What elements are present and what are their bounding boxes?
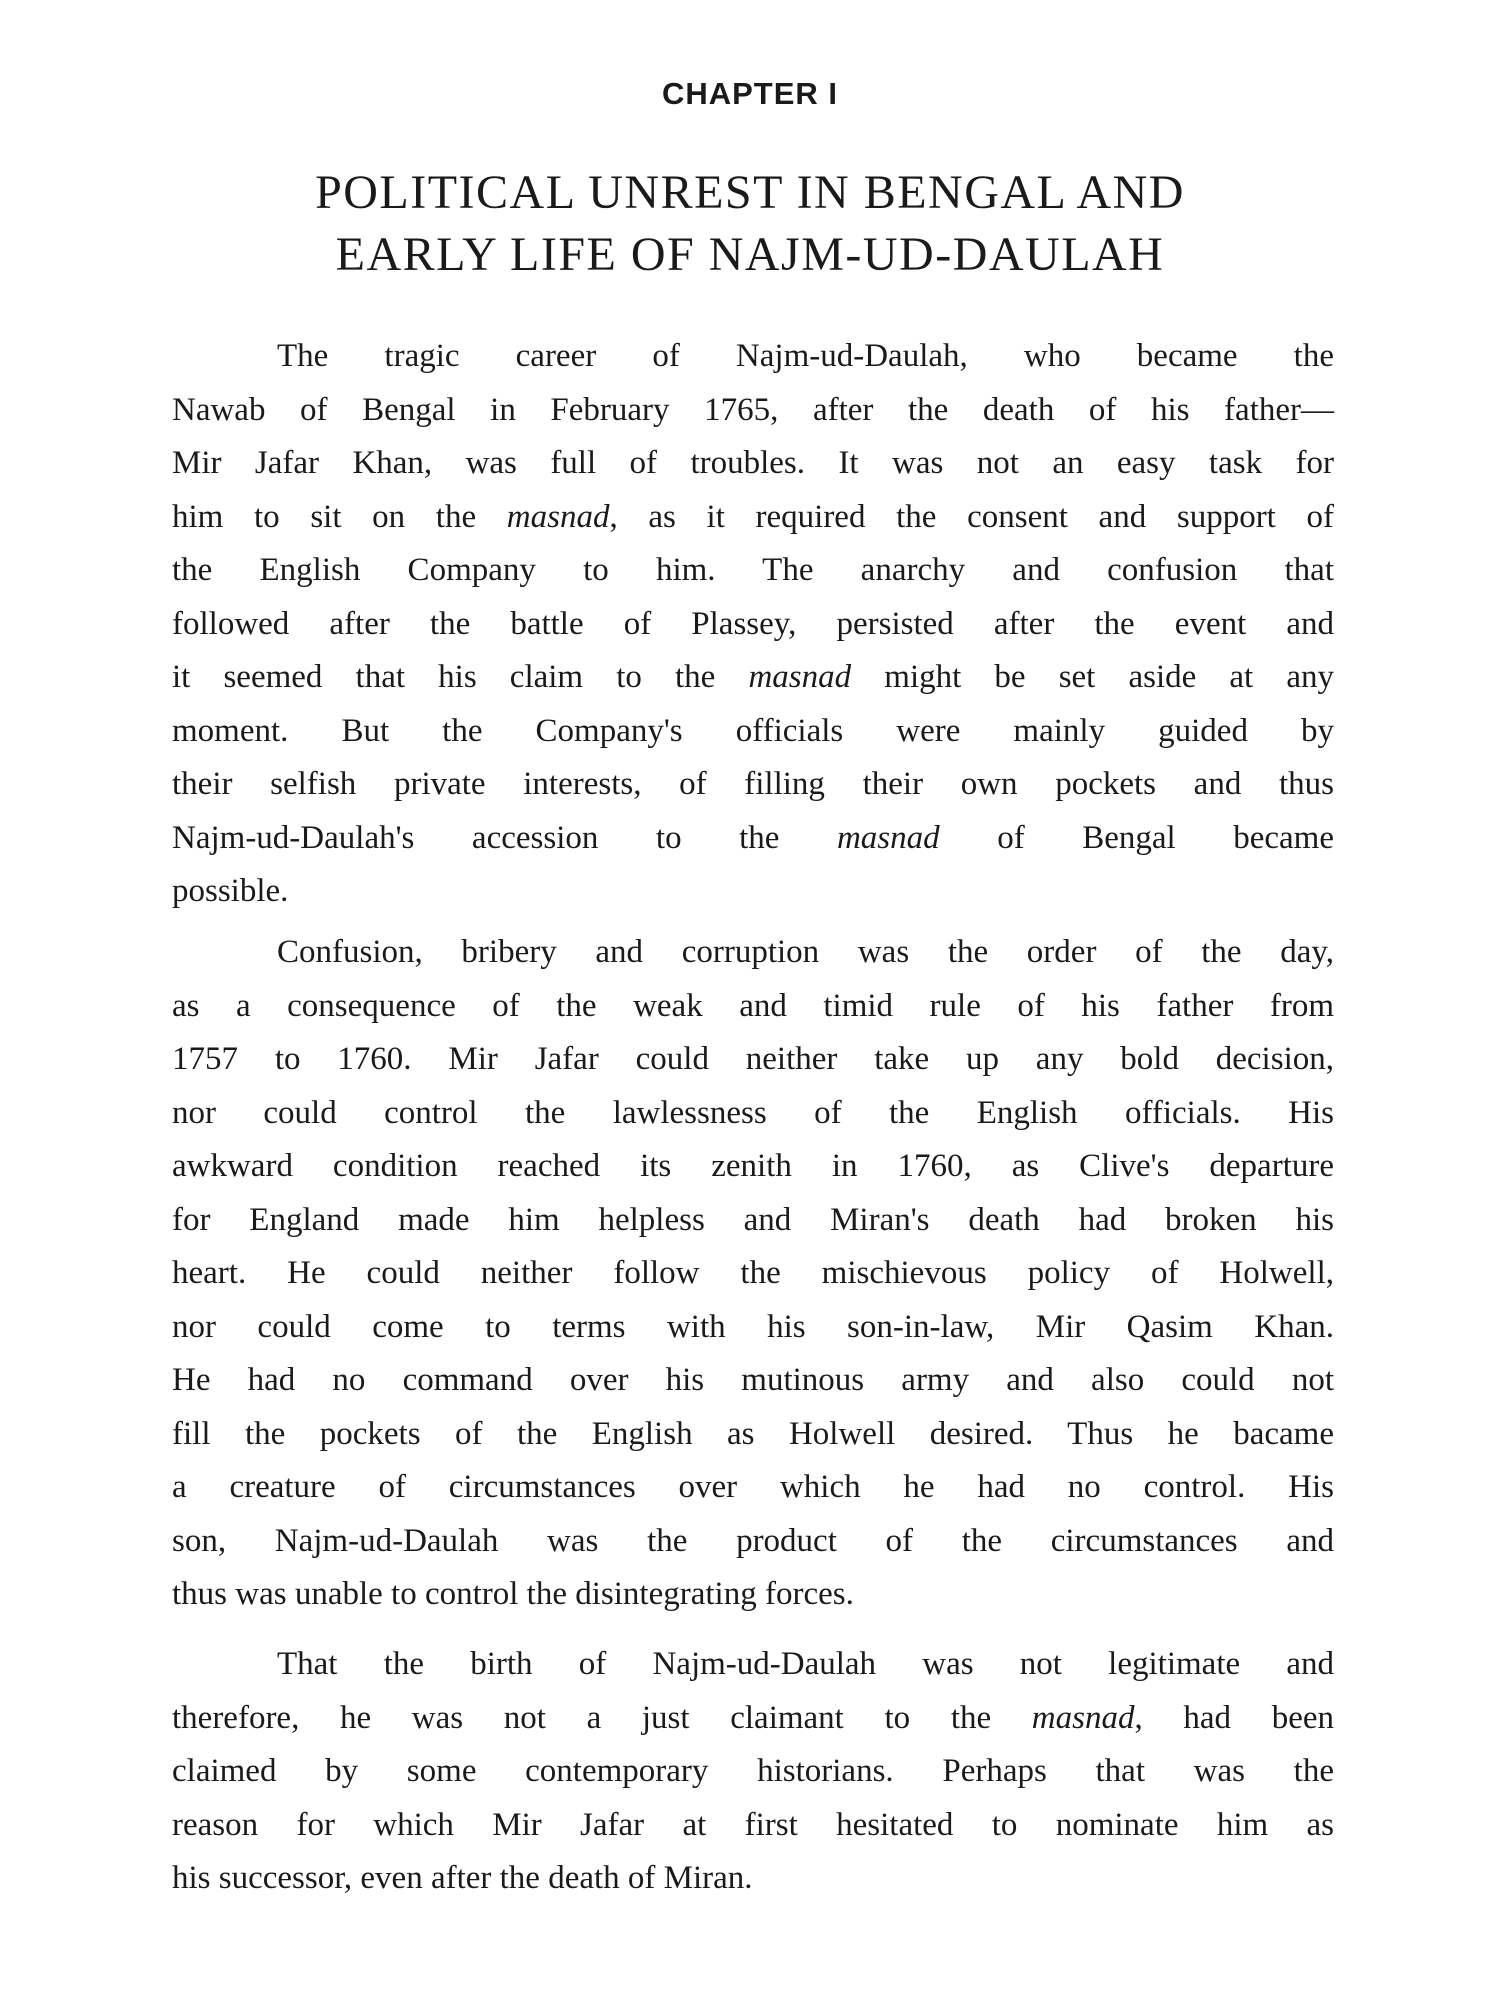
text-line: the English Company to him. The anarchy and confusion that (172, 552, 1334, 588)
text-line: moment. But the Company's officials were mainly guided by (172, 712, 1334, 749)
italic-term: masnad (836, 819, 940, 856)
text-line: He had no command over his mutinous army and also could not (172, 1362, 1334, 1398)
text-line: fill the pockets of the English as Holwell desired. Thus he bacame (172, 1415, 1334, 1452)
chapter-title (0, 162, 1500, 286)
text-line: awkward condition reached its zenith in 1760, as Clive's departure (172, 1148, 1334, 1184)
text-line: as a consequence of the weak and timid rule of his father from (172, 987, 1334, 1024)
text-line: The tragic career of Najm-ud-Daulah, who became the (277, 338, 1334, 374)
chapter-title-line: EARLY LIFE OF NAJM-UD-DAULAH (335, 228, 1165, 281)
text-line: followed after the battle of Plassey, persisted after the event and (172, 605, 1334, 642)
text-line: Mir Jafar Khan, was full of troubles. It was not an easy task for (172, 445, 1334, 481)
text-line: their selfish private interests, of filling their own pockets and thus (172, 766, 1334, 802)
italic-term: masnad (506, 498, 610, 535)
text-line: Confusion, bribery and corruption was the order of the day, (277, 934, 1334, 970)
text-line: heart. He could neither follow the mischievous policy of Holwell, (172, 1255, 1334, 1291)
text-line: him to sit on the masnad, as it required the consent and support of (172, 498, 1334, 535)
text-line: for England made him helpless and Miran's death had broken his (172, 1201, 1334, 1238)
text-line: claimed by some contemporary historians. Perhaps that was the (172, 1753, 1334, 1789)
text-line: his successor, even after the death of Miran. (172, 1860, 753, 1896)
text-line: reason for which Mir Jafar at first hesitated to nominate him as (172, 1806, 1334, 1843)
text-line: nor could come to terms with his son-in-law, Mir Qasim Khan. (172, 1308, 1334, 1345)
text-line: possible. (172, 873, 289, 909)
text-line: Nawab of Bengal in February 1765, after the death of his father— (172, 391, 1334, 428)
text-line: a creature of circumstances over which he had no control. His (172, 1469, 1334, 1505)
text-line: nor could control the lawlessness of the English officials. His (172, 1094, 1334, 1131)
text-line: therefore, he was not a just claimant to the masnad, had been (172, 1699, 1334, 1736)
text-line: son, Najm-ud-Daulah was the product of the circumstances and (172, 1522, 1334, 1559)
text-line: thus was unable to control the disintegrating forces. (172, 1576, 854, 1612)
text-line: Najm-ud-Daulah's accession to the masnad of Bengal became (172, 819, 1334, 856)
body-paragraph-3 (172, 1638, 1334, 1906)
body-paragraph-1 (172, 330, 1334, 919)
chapter-label: CHAPTER I (661, 76, 839, 111)
italic-term: masnad (748, 659, 852, 695)
body-paragraph-2 (172, 926, 1334, 1622)
chapter-title-line: POLITICAL UNREST IN BENGAL AND (315, 166, 1185, 219)
text-line: 1757 to 1760. Mir Jafar could neither take up any bold decision, (172, 1041, 1334, 1077)
text-line: That the birth of Najm-ud-Daulah was not legitimate and (277, 1646, 1334, 1682)
text-line: it seemed that his claim to the masnad might be set aside at any (172, 659, 1334, 695)
italic-term: masnad (1031, 1699, 1135, 1736)
